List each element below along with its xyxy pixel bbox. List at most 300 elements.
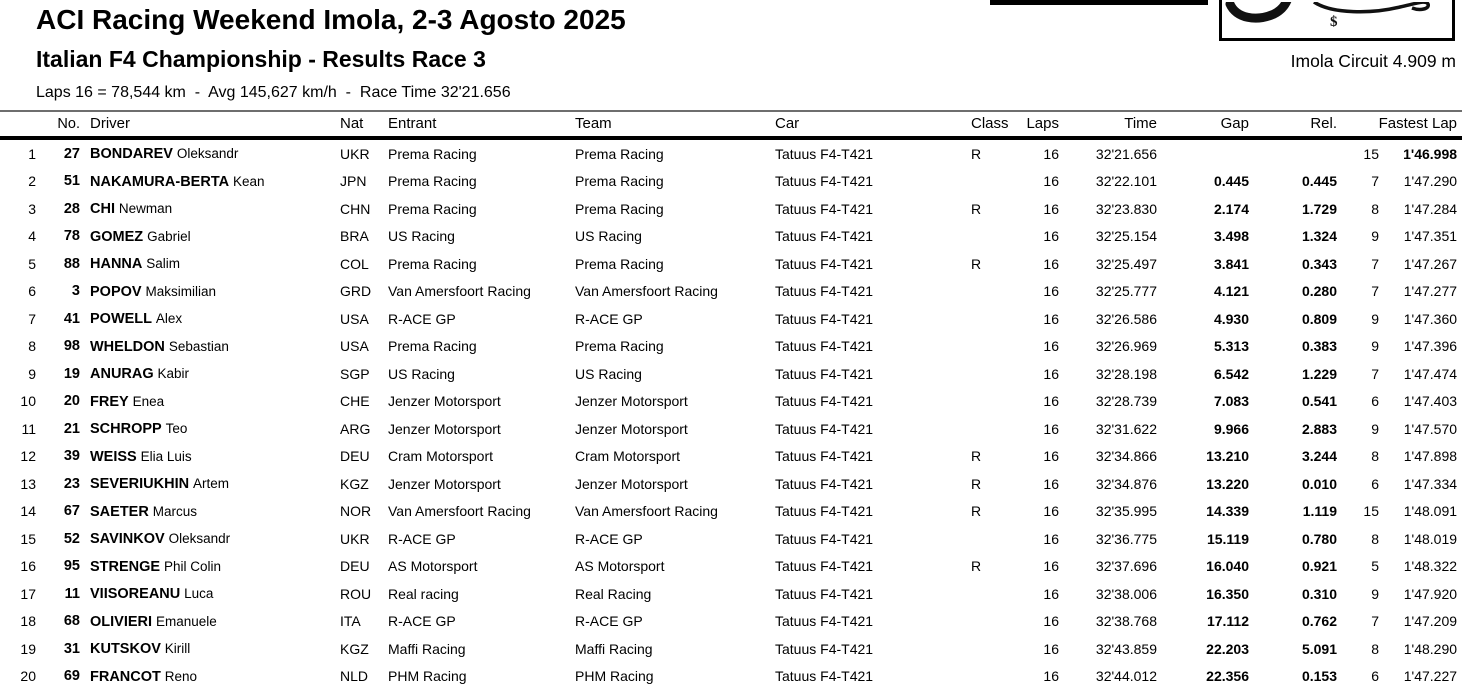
car-number-cell: 3 — [71, 283, 80, 300]
car-cell: Tatuus F4-T421 — [775, 640, 874, 657]
gap-cell: 13.220 — [1206, 475, 1249, 492]
driver-cell — [82, 360, 330, 388]
fastest-lap-time-cell: 1'47.209 — [1403, 613, 1458, 630]
team-cell: Van Amersfoort Racing — [575, 283, 718, 300]
fastest-lap-time-cell: 1'47.334 — [1403, 475, 1458, 492]
position-cell: 1 — [28, 145, 36, 162]
car-cell: Tatuus F4-T421 — [775, 173, 874, 190]
rel-cell: 0.280 — [1301, 283, 1337, 300]
driver-firstname: Kean — [232, 173, 265, 189]
time-cell: 32'25.154 — [1095, 228, 1157, 245]
fastest-lap-number-cell: 6 — [1371, 393, 1379, 410]
result-row — [0, 443, 1462, 471]
position-cell: 4 — [28, 228, 36, 245]
class-cell — [963, 223, 1011, 251]
driver-firstname: Oleksandr — [168, 531, 231, 547]
result-row — [0, 525, 1462, 553]
header-laps: Laps — [1011, 111, 1063, 138]
header-rel: Rel. — [1257, 111, 1343, 138]
header-no: No. — [40, 111, 82, 138]
driver-cell — [82, 498, 330, 526]
car-cell: Tatuus F4-T421 — [775, 393, 874, 410]
nationality-cell: COL — [340, 255, 369, 272]
nationality-cell: CHN — [340, 200, 371, 217]
header-car: Car — [767, 111, 963, 138]
car-number-cell: 19 — [63, 365, 80, 382]
car-number-cell: 23 — [63, 475, 80, 492]
gap-cell: 16.350 — [1206, 585, 1249, 602]
car-number-cell: 11 — [64, 585, 80, 602]
fastest-lap-time-cell: 1'47.267 — [1403, 255, 1458, 272]
car-number-cell: 88 — [63, 255, 80, 272]
gap-cell: 0.445 — [1213, 173, 1249, 190]
time-cell: 32'31.622 — [1095, 420, 1157, 437]
position-cell: 5 — [28, 255, 36, 272]
class-cell: R — [971, 503, 982, 520]
laps-cell: 16 — [1043, 393, 1059, 410]
class-cell — [963, 608, 1011, 636]
time-cell: 32'26.969 — [1095, 338, 1157, 355]
time-cell: 32'38.006 — [1095, 585, 1157, 602]
rel-cell: 0.343 — [1301, 255, 1337, 272]
position-cell: 16 — [20, 558, 36, 575]
nationality-cell: JPN — [340, 173, 367, 190]
nationality-cell: ROU — [340, 585, 372, 602]
time-cell: 32'23.830 — [1095, 200, 1157, 217]
result-row — [0, 388, 1462, 416]
entrant-cell: Jenzer Motorsport — [388, 393, 501, 410]
header-class: Class — [963, 111, 1011, 138]
position-cell: 20 — [20, 668, 36, 685]
nationality-cell: UKR — [340, 145, 370, 162]
nationality-cell: GRD — [340, 283, 372, 300]
gap-cell: 16.040 — [1206, 558, 1249, 575]
rel-cell: 0.780 — [1301, 530, 1337, 547]
rel-cell: 0.541 — [1301, 393, 1337, 410]
nationality-cell: NLD — [340, 668, 369, 685]
driver-cell — [82, 608, 330, 636]
fastest-lap-time-cell: 1'48.019 — [1403, 530, 1458, 547]
rel-cell: 1.324 — [1301, 228, 1337, 245]
fastest-lap-time-cell: 1'47.396 — [1403, 338, 1458, 355]
driver-firstname: Luca — [184, 586, 214, 602]
time-cell: 32'22.101 — [1095, 173, 1157, 190]
time-cell: 32'34.866 — [1095, 448, 1157, 465]
time-cell: 32'44.012 — [1095, 668, 1157, 685]
laps-cell: 16 — [1043, 613, 1059, 630]
result-row — [0, 415, 1462, 443]
team-cell: R-ACE GP — [575, 310, 643, 327]
team-cell: Real Racing — [575, 585, 652, 602]
result-row — [0, 498, 1462, 526]
car-number-cell: 27 — [63, 145, 80, 162]
gap-cell: 14.339 — [1206, 503, 1249, 520]
driver-cell — [82, 305, 330, 333]
fastest-lap-number-cell: 9 — [1371, 228, 1379, 245]
driver-surname: CHI — [90, 201, 115, 218]
driver-surname: SAVINKOV — [90, 531, 165, 548]
gap-cell: 17.112 — [1206, 613, 1249, 630]
time-cell: 32'34.876 — [1095, 475, 1157, 492]
position-cell: 10 — [20, 393, 36, 410]
rel-cell — [1257, 138, 1343, 168]
rel-cell: 0.383 — [1301, 338, 1337, 355]
driver-surname: POWELL — [90, 311, 153, 328]
laps-cell: 16 — [1043, 475, 1059, 492]
rel-cell: 0.310 — [1301, 585, 1337, 602]
gap-cell: 22.356 — [1206, 668, 1249, 685]
nationality-cell: ARG — [340, 420, 371, 437]
entrant-cell: Prema Racing — [388, 173, 477, 190]
class-cell — [963, 415, 1011, 443]
time-cell: 32'21.656 — [1095, 145, 1157, 162]
gap-cell: 4.121 — [1213, 283, 1249, 300]
laps-cell: 16 — [1043, 338, 1059, 355]
laps-cell: 16 — [1043, 668, 1059, 685]
laps-cell: 16 — [1043, 310, 1059, 327]
driver-firstname: Artem — [193, 476, 230, 492]
entrant-cell: Van Amersfoort Racing — [388, 283, 531, 300]
time-cell: 32'25.497 — [1095, 255, 1157, 272]
fastest-lap-number-cell: 7 — [1371, 255, 1379, 272]
rel-cell: 0.445 — [1301, 173, 1337, 190]
entrant-cell: Jenzer Motorsport — [388, 475, 501, 492]
result-row — [0, 138, 1462, 168]
car-cell: Tatuus F4-T421 — [775, 530, 874, 547]
class-cell — [963, 580, 1011, 608]
nationality-cell: DEU — [340, 558, 370, 575]
result-row — [0, 470, 1462, 498]
class-cell — [963, 333, 1011, 361]
class-cell: R — [971, 558, 982, 575]
driver-surname: SEVERIUKHIN — [90, 476, 190, 493]
car-number-cell: 95 — [63, 558, 80, 575]
driver-cell — [82, 168, 330, 196]
car-cell: Tatuus F4-T421 — [775, 365, 874, 382]
car-number-cell: 67 — [63, 503, 80, 520]
driver-firstname: Reno — [164, 668, 198, 684]
fastest-lap-number-cell: 7 — [1371, 613, 1379, 630]
driver-surname: NAKAMURA-BERTA — [90, 173, 230, 190]
race-summary: Laps 16 = 78,544 km - Avg 145,627 km/h - Race Time 32'21.656 — [36, 84, 511, 101]
laps-cell: 16 — [1043, 228, 1059, 245]
driver-cell — [82, 580, 330, 608]
result-row — [0, 663, 1462, 691]
team-cell: Jenzer Motorsport — [575, 475, 688, 492]
team-cell: Prema Racing — [575, 200, 664, 217]
gap-cell: 13.210 — [1206, 448, 1249, 465]
team-cell: Cram Motorsport — [575, 448, 681, 465]
car-number-cell: 98 — [63, 338, 80, 355]
fastest-lap-number-cell: 7 — [1371, 283, 1379, 300]
team-cell: R-ACE GP — [575, 530, 643, 547]
entrant-cell: US Racing — [388, 228, 455, 245]
rel-cell: 5.091 — [1301, 640, 1337, 657]
laps-cell: 16 — [1043, 558, 1059, 575]
position-cell: 7 — [28, 310, 36, 327]
header-position — [0, 111, 40, 138]
nationality-cell: ITA — [340, 613, 361, 630]
driver-firstname: Emanuele — [155, 613, 217, 629]
driver-firstname: Oleksandr — [176, 146, 239, 162]
car-cell: Tatuus F4-T421 — [775, 338, 874, 355]
class-cell: R — [971, 200, 982, 217]
svg-text:$: $ — [1330, 14, 1338, 30]
time-cell: 32'38.768 — [1095, 613, 1157, 630]
nationality-cell: BRA — [340, 228, 369, 245]
driver-cell — [82, 138, 330, 168]
class-cell — [963, 635, 1011, 663]
driver-cell — [82, 388, 330, 416]
fastest-lap-number-cell: 8 — [1371, 200, 1379, 217]
car-number-cell: 39 — [63, 448, 80, 465]
driver-cell — [82, 663, 330, 691]
time-cell: 32'37.696 — [1095, 558, 1157, 575]
entrant-cell: Maffi Racing — [388, 640, 466, 657]
time-cell: 32'35.995 — [1095, 503, 1157, 520]
nationality-cell: CHE — [340, 393, 370, 410]
rel-cell: 0.153 — [1301, 668, 1337, 685]
result-row — [0, 360, 1462, 388]
driver-firstname: Sebastian — [168, 338, 229, 354]
class-cell — [963, 278, 1011, 306]
result-row — [0, 333, 1462, 361]
page-title: ACI Racing Weekend Imola, 2-3 Agosto 2025 — [36, 4, 626, 35]
driver-cell — [82, 635, 330, 663]
driver-surname: WHELDON — [90, 338, 165, 355]
gap-cell: 7.083 — [1213, 393, 1249, 410]
entrant-cell: R-ACE GP — [388, 310, 456, 327]
class-cell: R — [971, 475, 982, 492]
rel-cell: 3.244 — [1301, 448, 1337, 465]
driver-firstname: Alex — [155, 311, 183, 327]
time-cell: 32'43.859 — [1095, 640, 1157, 657]
header-nat: Nat — [330, 111, 380, 138]
nationality-cell: KGZ — [340, 640, 369, 657]
driver-cell — [82, 443, 330, 471]
fastest-lap-number-cell: 8 — [1371, 530, 1379, 547]
fastest-lap-number-cell: 8 — [1371, 640, 1379, 657]
driver-cell — [82, 333, 330, 361]
driver-surname: WEISS — [90, 448, 137, 465]
car-number-cell: 21 — [63, 420, 80, 437]
car-cell: Tatuus F4-T421 — [775, 668, 874, 685]
laps-cell: 16 — [1043, 200, 1059, 217]
rel-cell: 0.921 — [1301, 558, 1337, 575]
header-driver: Driver — [82, 111, 330, 138]
position-cell: 6 — [28, 283, 36, 300]
nationality-cell: DEU — [340, 448, 370, 465]
nationality-cell: UKR — [340, 530, 370, 547]
gap-cell: 4.930 — [1213, 310, 1249, 327]
driver-firstname: Elia Luis — [140, 448, 192, 464]
circuit-label: Imola Circuit 4.909 m — [1290, 51, 1456, 71]
nationality-cell: KGZ — [340, 475, 369, 492]
position-cell: 15 — [20, 530, 36, 547]
entrant-cell: US Racing — [388, 365, 455, 382]
laps-cell: 16 — [1043, 145, 1059, 162]
team-cell: AS Motorsport — [575, 558, 665, 575]
position-cell: 19 — [20, 640, 36, 657]
driver-cell — [82, 250, 330, 278]
entrant-cell: Prema Racing — [388, 338, 477, 355]
laps-cell: 16 — [1043, 283, 1059, 300]
position-cell: 17 — [20, 585, 36, 602]
driver-surname: SCHROPP — [90, 421, 162, 438]
laps-cell: 16 — [1043, 640, 1059, 657]
result-row — [0, 635, 1462, 663]
gap-cell: 3.841 — [1213, 255, 1249, 272]
car-cell: Tatuus F4-T421 — [775, 448, 874, 465]
car-cell: Tatuus F4-T421 — [775, 283, 874, 300]
result-row — [0, 305, 1462, 333]
header-fastest-lap: Fastest Lap — [1343, 111, 1462, 138]
car-number-cell: 31 — [63, 640, 80, 657]
class-cell — [963, 663, 1011, 691]
imola-track-map-icon — [1222, 2, 1446, 36]
driver-surname: ANURAG — [90, 366, 154, 383]
car-cell: Tatuus F4-T421 — [775, 503, 874, 520]
driver-surname: POPOV — [90, 283, 142, 300]
class-cell: R — [971, 448, 982, 465]
fastest-lap-number-cell: 9 — [1371, 310, 1379, 327]
fastest-lap-number-cell: 15 — [1363, 145, 1379, 162]
team-cell: R-ACE GP — [575, 613, 643, 630]
car-cell: Tatuus F4-T421 — [775, 613, 874, 630]
fastest-lap-number-cell: 9 — [1371, 585, 1379, 602]
position-cell: 3 — [28, 200, 36, 217]
position-cell: 14 — [20, 503, 36, 520]
nationality-cell: NOR — [340, 503, 372, 520]
class-cell: R — [971, 145, 982, 162]
position-cell: 18 — [20, 613, 36, 630]
car-number-cell: 69 — [63, 668, 80, 685]
class-cell — [963, 360, 1011, 388]
team-cell: US Racing — [575, 365, 642, 382]
fastest-lap-time-cell: 1'47.351 — [1403, 228, 1458, 245]
laps-cell: 16 — [1043, 503, 1059, 520]
laps-cell: 16 — [1043, 585, 1059, 602]
fastest-lap-number-cell: 7 — [1371, 173, 1379, 190]
driver-surname: FREY — [90, 393, 129, 410]
header-entrant: Entrant — [380, 111, 567, 138]
time-cell: 32'28.739 — [1095, 393, 1157, 410]
page-subtitle: Italian F4 Championship - Results Race 3 — [36, 46, 486, 72]
time-cell: 32'28.198 — [1095, 365, 1157, 382]
rel-cell: 0.010 — [1301, 475, 1337, 492]
team-cell: Prema Racing — [575, 338, 664, 355]
gap-cell: 3.498 — [1213, 228, 1249, 245]
fastest-lap-number-cell: 9 — [1371, 420, 1379, 437]
result-row — [0, 168, 1462, 196]
position-cell: 11 — [21, 420, 36, 437]
driver-firstname: Teo — [165, 421, 188, 437]
time-cell: 32'26.586 — [1095, 310, 1157, 327]
circuit-map-box — [1219, 0, 1455, 41]
entrant-cell: Van Amersfoort Racing — [388, 503, 531, 520]
class-cell — [963, 305, 1011, 333]
time-cell: 32'25.777 — [1095, 283, 1157, 300]
car-number-cell: 78 — [63, 228, 80, 245]
laps-cell: 16 — [1043, 420, 1059, 437]
car-number-cell: 51 — [63, 173, 80, 190]
position-cell: 9 — [28, 365, 36, 382]
class-cell: R — [971, 255, 982, 272]
car-number-cell: 28 — [63, 200, 80, 217]
fastest-lap-time-cell: 1'47.360 — [1403, 310, 1458, 327]
entrant-cell: Prema Racing — [388, 255, 477, 272]
entrant-cell: Cram Motorsport — [388, 448, 494, 465]
gap-cell: 6.542 — [1213, 365, 1249, 382]
entrant-cell: R-ACE GP — [388, 613, 456, 630]
fastest-lap-number-cell: 15 — [1363, 503, 1379, 520]
position-cell: 13 — [20, 475, 36, 492]
result-row — [0, 250, 1462, 278]
driver-cell — [82, 278, 330, 306]
fastest-lap-time-cell: 1'47.227 — [1403, 668, 1458, 685]
class-cell — [963, 168, 1011, 196]
entrant-cell: R-ACE GP — [388, 530, 456, 547]
fastest-lap-number-cell: 5 — [1371, 558, 1379, 575]
car-cell: Tatuus F4-T421 — [775, 145, 874, 162]
gap-cell: 2.174 — [1213, 200, 1249, 217]
car-cell: Tatuus F4-T421 — [775, 228, 874, 245]
entrant-cell: Prema Racing — [388, 200, 477, 217]
driver-cell — [82, 553, 330, 581]
team-cell: Jenzer Motorsport — [575, 393, 688, 410]
driver-firstname: Salim — [146, 256, 181, 272]
header-row — [0, 111, 1462, 138]
entrant-cell: AS Motorsport — [388, 558, 478, 575]
driver-surname: HANNA — [90, 256, 143, 273]
gap-cell: 15.119 — [1206, 530, 1249, 547]
gap-cell: 9.966 — [1213, 420, 1249, 437]
car-cell: Tatuus F4-T421 — [775, 310, 874, 327]
fastest-lap-time-cell: 1'48.290 — [1403, 640, 1458, 657]
fastest-lap-time-cell: 1'48.091 — [1403, 503, 1458, 520]
fastest-lap-time-cell: 1'46.998 — [1403, 145, 1458, 162]
entrant-cell: PHM Racing — [388, 668, 467, 685]
car-cell: Tatuus F4-T421 — [775, 585, 874, 602]
fastest-lap-number-cell: 9 — [1371, 338, 1379, 355]
driver-cell — [82, 525, 330, 553]
driver-surname: GOMEZ — [90, 228, 144, 245]
result-row — [0, 580, 1462, 608]
car-number-cell: 52 — [63, 530, 80, 547]
rel-cell: 2.883 — [1301, 420, 1337, 437]
driver-firstname: Enea — [132, 393, 165, 409]
driver-firstname: Marcus — [152, 503, 197, 519]
team-cell: Jenzer Motorsport — [575, 420, 688, 437]
team-cell: PHM Racing — [575, 668, 654, 685]
driver-surname: STRENGE — [90, 558, 161, 575]
fastest-lap-number-cell: 6 — [1371, 668, 1379, 685]
laps-cell: 16 — [1043, 448, 1059, 465]
driver-cell — [82, 223, 330, 251]
class-cell — [963, 388, 1011, 416]
result-row — [0, 195, 1462, 223]
car-cell: Tatuus F4-T421 — [775, 420, 874, 437]
driver-cell — [82, 195, 330, 223]
rel-cell: 1.229 — [1301, 365, 1337, 382]
header-team: Team — [567, 111, 767, 138]
result-row — [0, 608, 1462, 636]
team-cell: Maffi Racing — [575, 640, 653, 657]
nationality-cell: USA — [340, 338, 369, 355]
car-number-cell: 20 — [63, 393, 80, 410]
car-cell: Tatuus F4-T421 — [775, 200, 874, 217]
fastest-lap-time-cell: 1'47.898 — [1403, 448, 1458, 465]
